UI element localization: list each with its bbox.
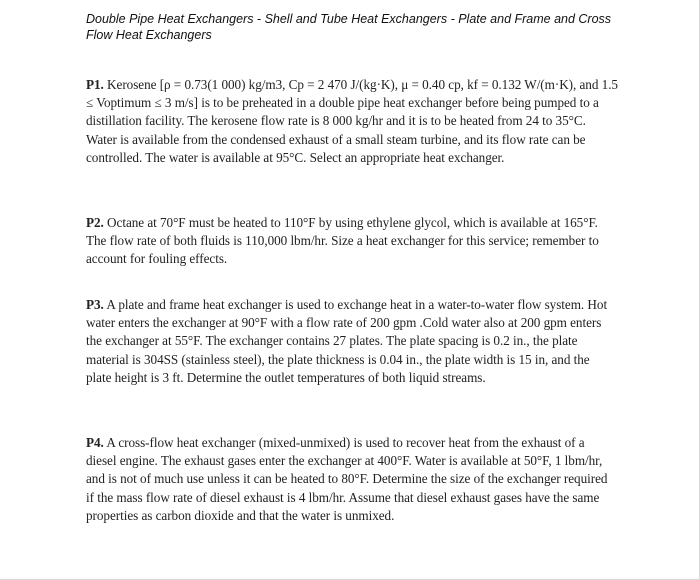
problem-1-number: P1. (86, 77, 104, 92)
problem-3-text: A plate and frame heat exchanger is used to exchange heat in a water-to-water flow system. Hot water enters the exchanger at 90°F with a flow rate of 200 gpm .Cold water also at 200 gpm enters the exchanger at 55°F. The exchanger contains 27 plates. The plate spacing is 0.2 in., the plate material is 304SS (stainless steel), the plate thickness is 0.04 in., the plate width is 15 in, and the plate height is 3 ft. Determine the outlet temperatures of both liquid streams. (86, 297, 608, 385)
problem-4-text: A cross-flow heat exchanger (mixed-unmixed) is used to recover heat from the exhaust of a diesel engine. The exhaust gases enter the exchanger at 400°F. Water is available at 50°F, 1 lbm/hr, and is not of much use unless it can be heated to 80°F. Determine the size of the exchanger required if the mass flow rate of diesel exhaust is 4 lbm/hr. Assume that diesel exhaust gases have the same properties as carbon dioxide and that the water is unmixed. (86, 435, 608, 523)
problem-3-number: P3. (86, 297, 104, 312)
document-heading: Double Pipe Heat Exchangers - Shell and Tube Heat Exchangers - Plate and Frame and Cross Flow Heat Exchangers (86, 12, 612, 42)
problem-2-number: P2. (86, 215, 104, 230)
problem-1-text: Kerosene [ρ = 0.73(1 000) kg/m3, Cp = 2 470 J/(kg·K), μ = 0.40 cp, kf = 0.132 W/(m·K), and 1.5 ≤ Voptimum ≤ 3 m/s] is to be preheated in a double pipe heat exchanger before being pumped to a distillation facility. The kerosene flow rate is 8 000 kg/hr and it is to be heated from 24 to 35°C. Water is available from the condensed exhaust of a small steam turbine, and its flow rate can be controlled. The water is available at 95°C. Select an appropriate heat exchanger. (86, 77, 618, 165)
problem-1 (86, 76, 618, 167)
problem-2 (86, 214, 618, 269)
problem-2-text: Octane at 70°F must be heated to 110°F by using ethylene glycol, which is available at 165°F. The flow rate of both fluids is 110,000 lbm/hr. Size a heat exchanger for this service; remember to account for fouling effects. (86, 215, 599, 267)
problem-4-number: P4. (86, 435, 104, 450)
problem-4 (86, 434, 618, 525)
problem-3 (86, 296, 618, 387)
